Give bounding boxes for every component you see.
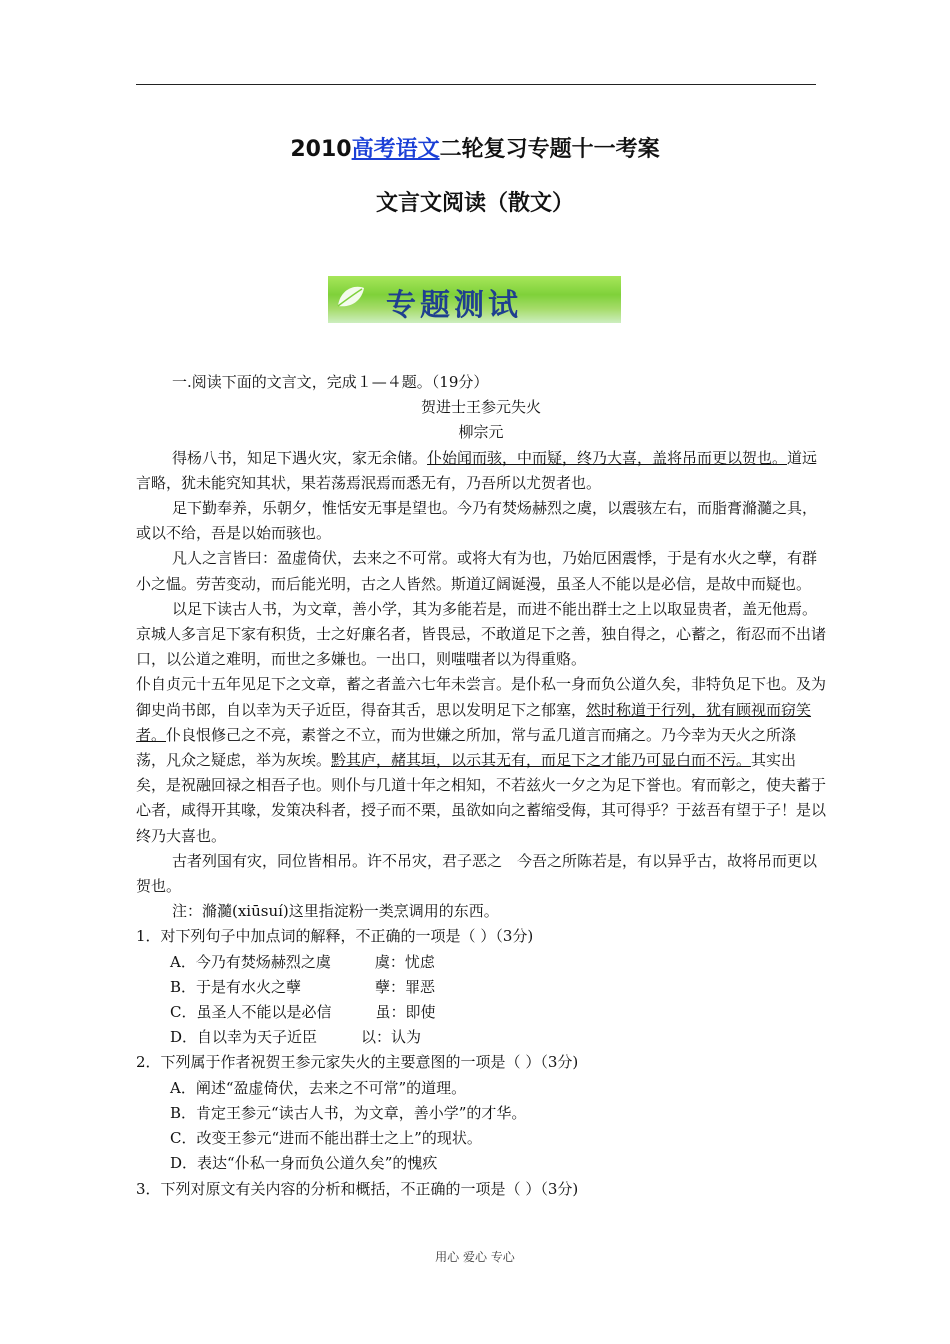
- option-gloss: 孽：罪恶: [375, 977, 436, 996]
- banner-text: 专题测试: [386, 288, 522, 323]
- option-a[interactable]: A．阐述“盈虚倚伏，去来之不可常”的道理。: [170, 1078, 467, 1097]
- option-gloss: 以：认为: [361, 1028, 422, 1047]
- page-footer: 用心 爱心 专心: [435, 1250, 515, 1264]
- leaf-icon: [334, 282, 368, 312]
- instruction: 一.阅读下面的文言文，完成１—４题。（19分）: [172, 373, 489, 391]
- option-text: C．虽圣人不能以是必信: [170, 1003, 332, 1022]
- topic-test-banner: [328, 276, 621, 323]
- option-d[interactable]: D．表达“仆私一身而负公道久矣”的愧疚: [170, 1154, 438, 1173]
- paragraph-6: 古者列国有灾，同位皆相吊。许不吊灾，君子恶之 今吾之所陈若是，有以异乎古，故将吊而更以贺也。: [136, 851, 818, 896]
- text-run: 仆良恨修己之不亮，素誉之不立，而为世嫌之所加，常与孟几道言而痛之。乃今幸为天火之所涤荡，凡众之疑虑，举为灰埃。: [136, 725, 797, 770]
- page-title: [0, 132, 950, 163]
- option-b[interactable]: B．肯定王参元“读古人书，为文章，善小学”的才华。: [170, 1103, 527, 1122]
- question-3: [136, 1177, 826, 1202]
- paragraph-2: 足下勤奉养，乐朝夕，惟恬安无事是望也。今乃有焚炀赫烈之虞，以震骇左右，而脂膏滫瀡之具，或以不给，吾是以始而骇也。: [136, 499, 818, 543]
- option-text: D．自以幸为天子近臣: [170, 1028, 318, 1047]
- annotation-note: 注：滫瀡(xiūsuí)这里指淀粉一类烹调用的东西。: [172, 902, 499, 921]
- title-prefix: 2010: [290, 137, 352, 162]
- question-stem: 2．下列属于作者祝贺王参元家失火的主要意图的一项是（ ）（3分): [136, 1053, 579, 1072]
- option-gloss: 虽：即使: [375, 1003, 436, 1022]
- option-text: A．今乃有焚炀赫烈之虞: [170, 952, 331, 971]
- option-c[interactable]: [136, 1000, 826, 1025]
- text-run: 其实出矣，是祝融回禄之相吾子也。则仆与几道十年之相知，不若兹火一夕之为足下誉也。宥而彰之，使夫蓄于心者，咸得开其喙，发策决科者，授子而不栗，虽欲如向之蓄缩受侮，其可得乎？于兹吾有望于子！是以终乃大喜也。: [136, 751, 827, 845]
- question-stem: 3．下列对原文有关内容的分析和概括，不正确的一项是（ ）（3分): [136, 1179, 579, 1198]
- passage-author: 柳宗元: [458, 423, 504, 442]
- option-b[interactable]: [136, 975, 826, 1000]
- text-run: 得杨八书，知足下遇火灾，家无余储。: [172, 448, 428, 467]
- passage-title: 贺进士王参元失火: [420, 398, 541, 417]
- option-c[interactable]: C．改变王参元“进而不能出群士之上”的现状。: [170, 1129, 482, 1148]
- option-gloss: 虞：忧虑: [374, 952, 435, 971]
- option-a[interactable]: [136, 950, 826, 975]
- option-text: B．于是有水火之孽: [170, 977, 302, 996]
- page-subtitle: 文言文阅读（散文）: [375, 191, 574, 216]
- paragraph-5: [136, 672, 826, 848]
- text-run: 仆自贞元十五年见足下之文章，蓄之者盖六七年未尝言。是仆私一身而负公道久矣，非特负足下也。及为御史尚书郎，自以幸为天子近臣，得奋其舌，思以发明足下之郁塞，: [136, 675, 827, 719]
- paragraph-4: 以足下读古人书，为文章，善小学，其为多能若是，而进不能出群士之上以取显贵者，盖无他焉。京城人多言足下家有积货，士之好廉名者，皆畏忌，不敢道足下之善，独自得之，心蓄之，衔忍而不出诸口，以公道之难明，而世之多嫌也。一出口，则嗤嗤者以为得重赂。: [136, 599, 827, 669]
- text-run: 道远言略，犹未能究知其状，果若荡焉泯焉而悉无有，乃吾所以尤贺者也。: [136, 448, 818, 492]
- underlined-sentence: 然时称道于行列，犹有顾视而窃笑者。: [136, 700, 812, 744]
- header-rule: [136, 84, 816, 85]
- underlined-sentence: 仆始闻而骇，中而疑，终乃大喜，盖将吊而更以贺也。: [427, 448, 788, 467]
- paragraph-3: 凡人之言皆曰：盈虚倚伏，去来之不可常。或将大有为也，乃始厄困震悸，于是有水火之孽，有群小之愠。劳苦变动，而后能光明，古之人皆然。斯道辽阔诞漫，虽圣人不能以是必信，是故中而疑也。: [136, 549, 818, 593]
- passage: [136, 370, 826, 1202]
- question-1: [136, 924, 826, 1050]
- title-suffix: 二轮复习专题十一考案: [439, 137, 660, 162]
- option-d[interactable]: [136, 1025, 826, 1050]
- question-stem: 1．对下列句子中加点词的解释，不正确的一项是（ ）（3分): [136, 927, 534, 946]
- question-2: [136, 1050, 826, 1176]
- underlined-sentence: 黔其庐，赭其垣，以示其无有，而足下之才能乃可显白而不污。: [331, 751, 752, 770]
- title-link[interactable]: 高考语文: [351, 137, 440, 162]
- paragraph-1: [136, 446, 826, 496]
